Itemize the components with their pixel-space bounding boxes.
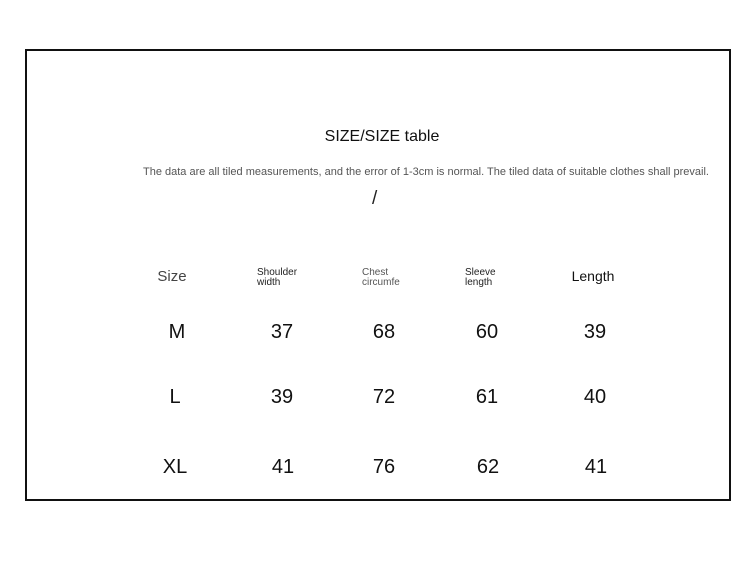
row-l-size: L — [169, 386, 181, 408]
row-m-length: 39 — [583, 321, 607, 343]
header-chest-circumference — [362, 268, 406, 288]
header-sleeve-length — [465, 268, 496, 288]
separator-slash: / — [372, 188, 378, 209]
row-l-length: 40 — [583, 386, 607, 408]
header-shoulder-width — [257, 268, 297, 288]
chart-title: SIZE/SIZE table — [324, 128, 440, 145]
header-sleeve-line2: length — [465, 277, 493, 288]
row-xl-length: 41 — [584, 456, 608, 478]
row-xl-size: XL — [162, 456, 188, 478]
row-xl-chest: 76 — [372, 456, 396, 478]
header-size: Size — [157, 268, 187, 285]
header-chest-line1: Chest — [362, 268, 389, 278]
measurement-note: The data are all tiled measurements, and the error of 1-3cm is normal. The tiled data of suitable clothes shall prevail. — [143, 166, 709, 178]
header-shoulder-line2: width — [257, 277, 281, 288]
row-m-chest: 68 — [372, 321, 396, 343]
row-xl-sleeve: 62 — [476, 456, 500, 478]
row-l-sleeve: 61 — [475, 386, 499, 408]
row-l-chest: 72 — [372, 386, 396, 408]
header-length: Length — [571, 268, 615, 284]
row-m-shoulder: 37 — [270, 321, 294, 343]
header-sleeve-line1: Sleeve — [465, 267, 496, 278]
header-shoulder-line1: Shoulder — [257, 267, 298, 278]
row-xl-shoulder: 41 — [271, 456, 295, 478]
size-chart-panel — [25, 49, 731, 501]
row-m-size: M — [168, 321, 186, 343]
row-m-sleeve: 60 — [475, 321, 499, 343]
row-l-shoulder: 39 — [270, 386, 294, 408]
header-chest-line2: circumfe — [362, 277, 400, 288]
